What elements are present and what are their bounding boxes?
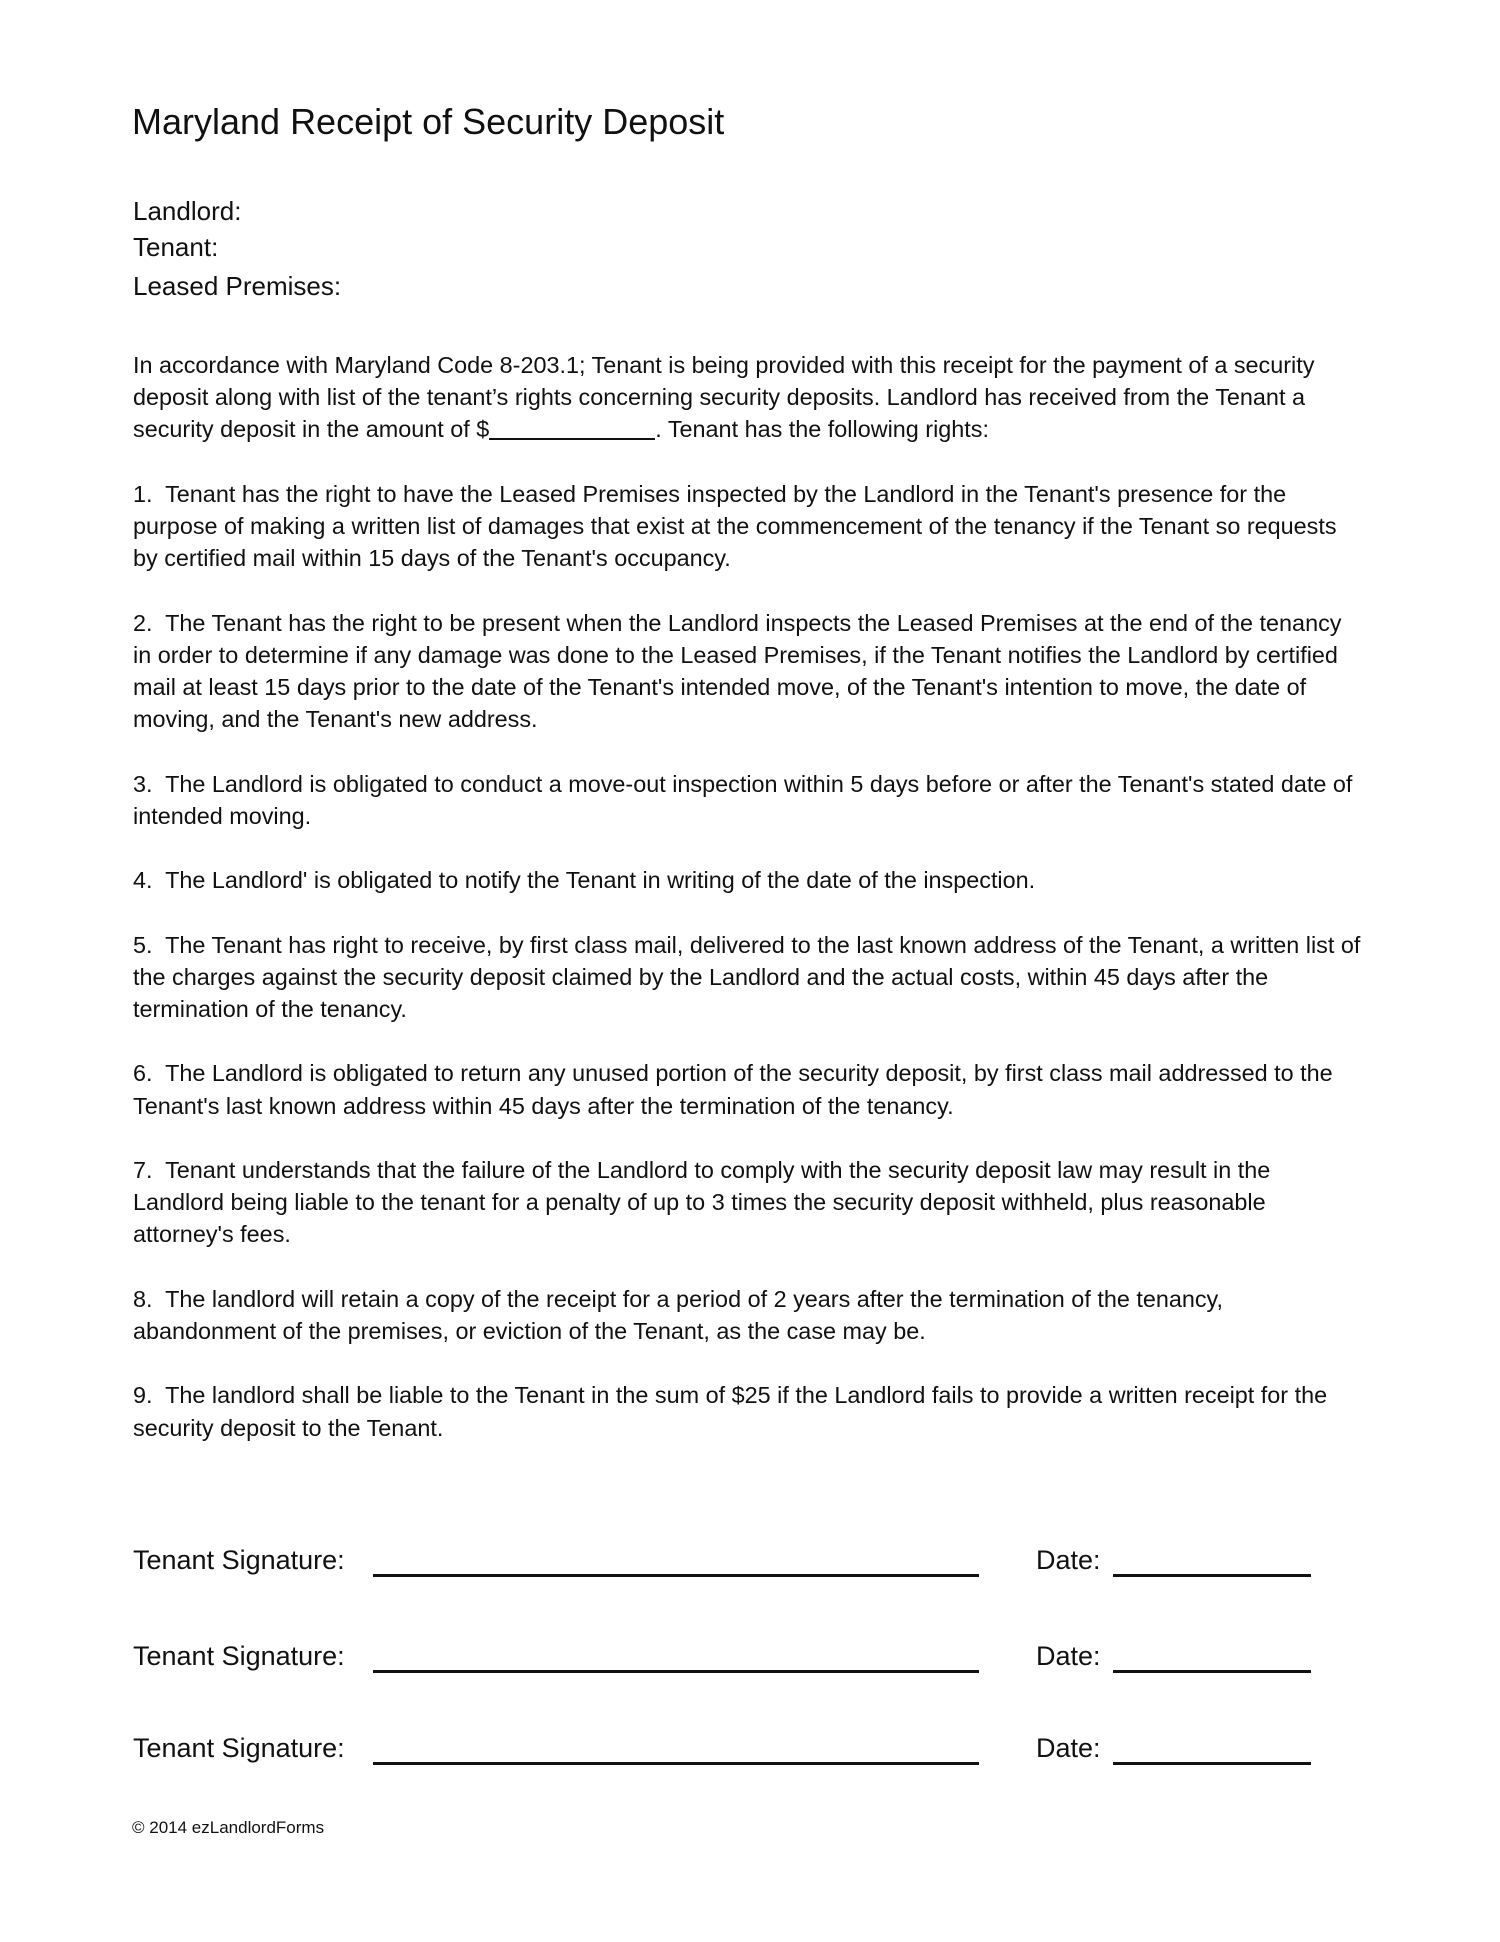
date-label: Date: (1036, 1641, 1101, 1671)
right-number: 3. (133, 770, 153, 797)
right-number: 1. (133, 480, 153, 507)
right-text: The Tenant has right to receive, by first class mail, delivered to the last known address of the Tenant, a written list of the charges against the security deposit claimed by the Landlord and the actual costs, within 45 days after the termination of the tenancy. (133, 931, 1361, 1022)
deposit-amount-blank[interactable] (489, 418, 655, 440)
date-line[interactable] (1113, 1762, 1311, 1765)
tenant-signature-label: Tenant Signature: (133, 1733, 345, 1763)
signature-row-1 (133, 1540, 1363, 1580)
date-label: Date: (1036, 1545, 1101, 1575)
right-text: Tenant understands that the failure of the Landlord to comply with the security deposit law may result in the Landlord being liable to the tenant for a penalty of up to 3 times the security deposit withheld, plus reasonable attorney's fees. (133, 1156, 1271, 1248)
right-item-2 (133, 607, 1363, 736)
tenant-field-label: Tenant: (133, 232, 219, 262)
right-text: The landlord shall be liable to the Tenant in the sum of $25 if the Landlord fails to provide a written receipt for the security deposit to the Tenant. (133, 1382, 1328, 1441)
tenant-signature-line[interactable] (373, 1574, 979, 1577)
right-item-4 (133, 864, 1363, 896)
intro-paragraph (133, 349, 1363, 446)
right-text: The landlord will retain a copy of the receipt for a period of 2 years after the termination of the tenancy, abandonment of the premises, or eviction of the Tenant, as the case may be. (133, 1285, 1224, 1344)
document-body (133, 349, 1363, 1476)
right-number: 9. (133, 1382, 153, 1409)
tenant-signature-label: Tenant Signature: (133, 1641, 345, 1671)
right-item-9 (133, 1379, 1363, 1443)
parties-block (133, 196, 341, 307)
right-item-3 (133, 768, 1363, 832)
right-text: The Tenant has the right to be present when the Landlord inspects the Leased Premises at the end of the tenancy in order to determine if any damage was done to the Leased Premises, if the Tenant notifies the Landlord by certified mail at least 15 days prior to the date of the Tenant's intended move, of the Tenant's intention to move, the date of moving, and the Tenant's new address. (133, 609, 1342, 733)
right-item-6 (133, 1057, 1363, 1121)
right-item-5 (133, 929, 1363, 1026)
signature-row-3 (133, 1728, 1363, 1768)
date-label: Date: (1036, 1733, 1101, 1763)
right-text: The Landlord is obligated to conduct a move-out inspection within 5 days before or after the Tenant's stated date of intended moving. (133, 770, 1353, 829)
right-item-7 (133, 1154, 1363, 1251)
intro-text-before-amount: In accordance with Maryland Code 8-203.1; Tenant is being provided with this receipt for the payment of a security deposit along with list of the tenant’s rights concerning security deposits. Landlord has received from the Tenant a security deposit in the amount of $ (133, 352, 1315, 443)
copyright-footer: © 2014 ezLandlordForms (132, 1818, 325, 1837)
right-text: Tenant has the right to have the Leased Premises inspected by the Landlord in the Tenant's presence for the purpose of making a written list of damages that exist at the commencement of the tenancy if the Tenant so requests by certified mail within 15 days of the Tenant's occupancy. (133, 480, 1337, 572)
right-number: 6. (133, 1060, 153, 1087)
right-item-1 (133, 478, 1363, 575)
tenant-signature-label: Tenant Signature: (133, 1545, 345, 1575)
intro-text-after-amount: . Tenant has the following rights: (655, 416, 990, 443)
date-line[interactable] (1113, 1670, 1311, 1673)
right-number: 5. (133, 931, 153, 958)
right-number: 4. (133, 867, 153, 894)
landlord-field-label: Landlord: (133, 196, 242, 226)
date-line[interactable] (1113, 1574, 1311, 1577)
right-text: The Landlord is obligated to return any unused portion of the security deposit, by first class mail addressed to the Tenant's last known address within 45 days after the termination of the tenancy. (133, 1060, 1333, 1119)
right-number: 2. (133, 609, 153, 636)
tenant-signature-line[interactable] (373, 1670, 979, 1673)
right-item-8 (133, 1283, 1363, 1347)
right-text: The Landlord' is obligated to notify the Tenant in writing of the date of the inspection. (165, 867, 1036, 894)
right-number: 8. (133, 1285, 153, 1312)
tenant-signature-line[interactable] (373, 1762, 979, 1765)
right-number: 7. (133, 1156, 153, 1183)
signature-row-2 (133, 1636, 1363, 1676)
leased-premises-field-label: Leased Premises: (133, 271, 342, 301)
document-title: Maryland Receipt of Security Deposit (132, 101, 725, 142)
